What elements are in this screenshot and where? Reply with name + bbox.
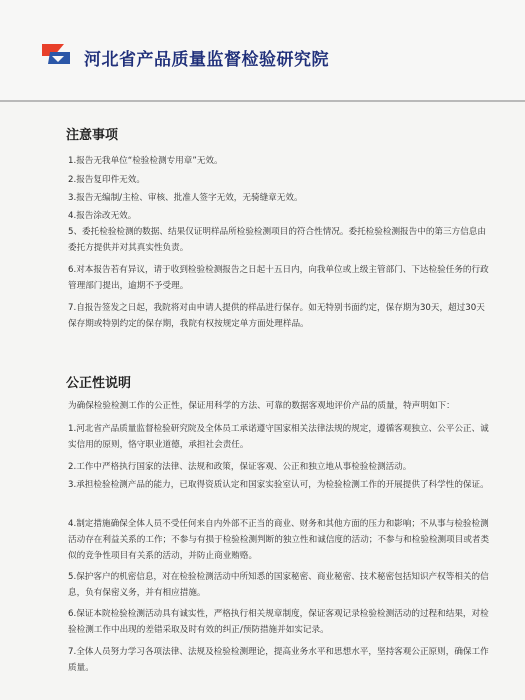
notice-item-2: 2.报告复印件无效。 xyxy=(68,175,145,185)
impartiality-title: 公正性说明 xyxy=(66,376,132,391)
impartiality-item-1: 1.河北省产品质量监督检验研究院及全体员工承诺遵守国家相关法律法规的规定，遵循客观独立、公平公正、诚实信用的原则，恪守职业道德，承担社会责任。 xyxy=(68,424,489,450)
impartiality-item-6: 6.保证本院检验检测活动具有诚实性，严格执行相关规章制度，保证客观记录检验检测活动的过程和结果，对检验检测工作中出现的差错采取及时有效的纠正/预防措施并如实记录。 xyxy=(68,609,489,635)
notice-title: 注意事项 xyxy=(66,128,119,143)
page-header xyxy=(0,0,525,102)
notice-item-7: 7.自报告签发之日起，我院将对由申请人提供的样品进行保存。如无特别书面约定，保存期为30天，超过30天保存期或特别约定的保存期，我院有权按规定单方面处理样品。 xyxy=(68,303,485,329)
notice-item-6: 6.对本报告若有异议，请于收到检验检测报告之日起十五日内，向我单位或上级主管部门、下达检验任务的行政管理部门提出，逾期不予受理。 xyxy=(68,265,489,291)
notice-item-5: 5、委托检验检测的数据、结果仅证明样品所检验检测项目的符合性情况。委托检验检测报告中的第三方信息由委托方提供并对其真实性负责。 xyxy=(68,227,486,253)
institute-logo-icon xyxy=(38,36,74,72)
notice-item-3: 3.报告无编制/主检、审核、批准人签字无效，无骑缝章无效。 xyxy=(68,193,303,203)
impartiality-intro: 为确保检验检测工作的公正性，保证用科学的方法、可靠的数据客观地评价产品的质量，特声明如下： xyxy=(68,401,455,411)
impartiality-item-2: 2.工作中严格执行国家的法律、法规和政策，保证客观、公正和独立地从事检验检测活动。 xyxy=(68,462,412,472)
org-name: 河北省产品质量监督检验研究院 xyxy=(84,50,329,70)
notice-item-4: 4.报告涂改无效。 xyxy=(68,211,137,221)
notice-item-1: 1.报告无我单位“检验检测专用章”无效。 xyxy=(68,156,223,166)
impartiality-item-4: 4.制定措施确保全体人员不受任何来自内外部不正当的商业、财务和其他方面的压力和影响；不从事与检验检测活动存在利益关系的工作；不参与有损于检验检测判断的独立性和诚信度的活动；不参与和检验检测项目或者类似的竞争性项目有关系的活动，并防止商业贿赂。 xyxy=(68,519,490,561)
impartiality-item-3: 3.承担检验检测产品的能力，已取得资质认定和国家实验室认可，为检验检测工作的开展提供了科学性的保证。 xyxy=(68,480,489,490)
impartiality-item-5: 5.保护客户的机密信息，对在检验检测活动中所知悉的国家秘密、商业秘密、技术秘密包括知识产权等相关的信息，负有保密义务，并有相应措施。 xyxy=(68,572,489,598)
impartiality-item-7: 7.全体人员努力学习各项法律、法规及检验检测理论，提高业务水平和思想水平，坚持客观公正原则，确保工作质量。 xyxy=(68,647,489,673)
